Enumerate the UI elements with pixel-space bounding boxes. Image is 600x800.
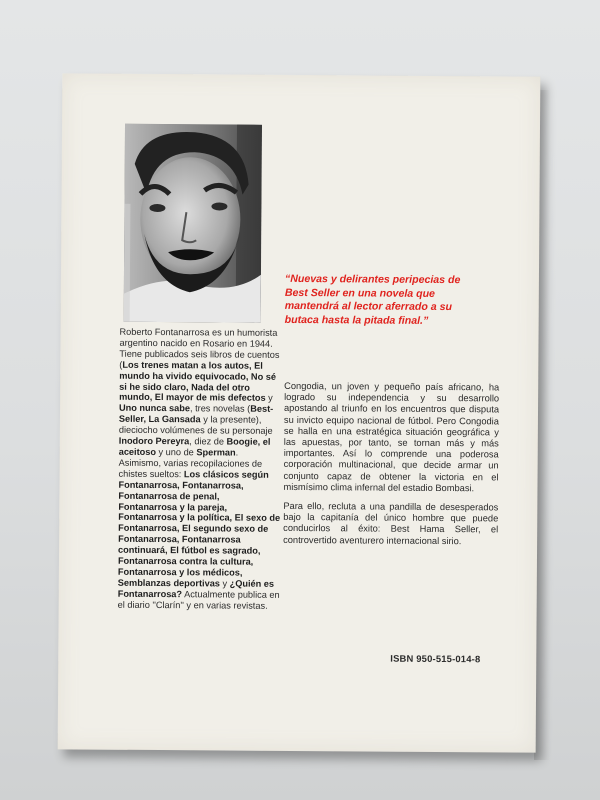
synopsis-paragraph-2: Para ello, recluta a una pandilla de desesperados bajo la capitanía del único hombre que puede conducirlos al éxito: Best Hama Seller, el controvertido aventurero internacional sirio. (283, 500, 499, 546)
book-back-cover (58, 73, 541, 752)
synopsis (283, 381, 499, 555)
promo-quote: “Nuevas y delirantes peripecias de Best Seller en una novela que mantendrá al lector aferrado a su butaca hasta la pitada final.” (284, 272, 461, 327)
author-bio: Roberto Fontanarrosa es un humorista argentino nacido en Rosario en 1944. Tiene publicados seis libros de cuentos (Los trenes matan a los autos, El mundo ha vivido equivocado, No sé si he sido claro, Nada del otro mundo, El mayor de mis defectos y Uno nunca sabe, tres novelas (Best-Seller, La Gansada y la presente), dieciocho volúmenes de su personaje Inodoro Pereyra, diez de Boogie, el aceitoso y uno de Sperman. Asimismo, varias recopilaciones de chistes sueltos: Los clásicos según Fontanarrosa, Fontanarrosa, Fontanarrosa de penal, Fontanarrosa y la pareja, Fontanarrosa y la política, El sexo de Fontanarrosa, El segundo sexo de Fontanarrosa, Fontanarrosa continuará, El fútbol es sagrado, Fontanarrosa contra la cultura, Fontanarrosa y los médicos, Semblanzas deportivas y ¿Quién es Fontanarrosa? Actualmente publica en el diario ''Clarín'' y en varias revistas. (117, 326, 281, 611)
isbn-number: ISBN 950-515-014-8 (390, 652, 481, 665)
synopsis-paragraph-1: Congodia, un joven y pequeño país africano, ha logrado su independencia y su desarrollo apostando al triunfo en los encuentros que disputa su invicto equipo nacional de fútbol. Pero Congodia se halla en una estratégica situación geográfica y las apuestas, por tanto, se tornan más y más importantes. Así lo comprende una poderosa corporación multinacional, que decide armar un conjunto capaz de obtener la victoria en el mismísimo clima infernal del estadio Bombasi. (283, 380, 500, 494)
author-photo (124, 124, 262, 323)
